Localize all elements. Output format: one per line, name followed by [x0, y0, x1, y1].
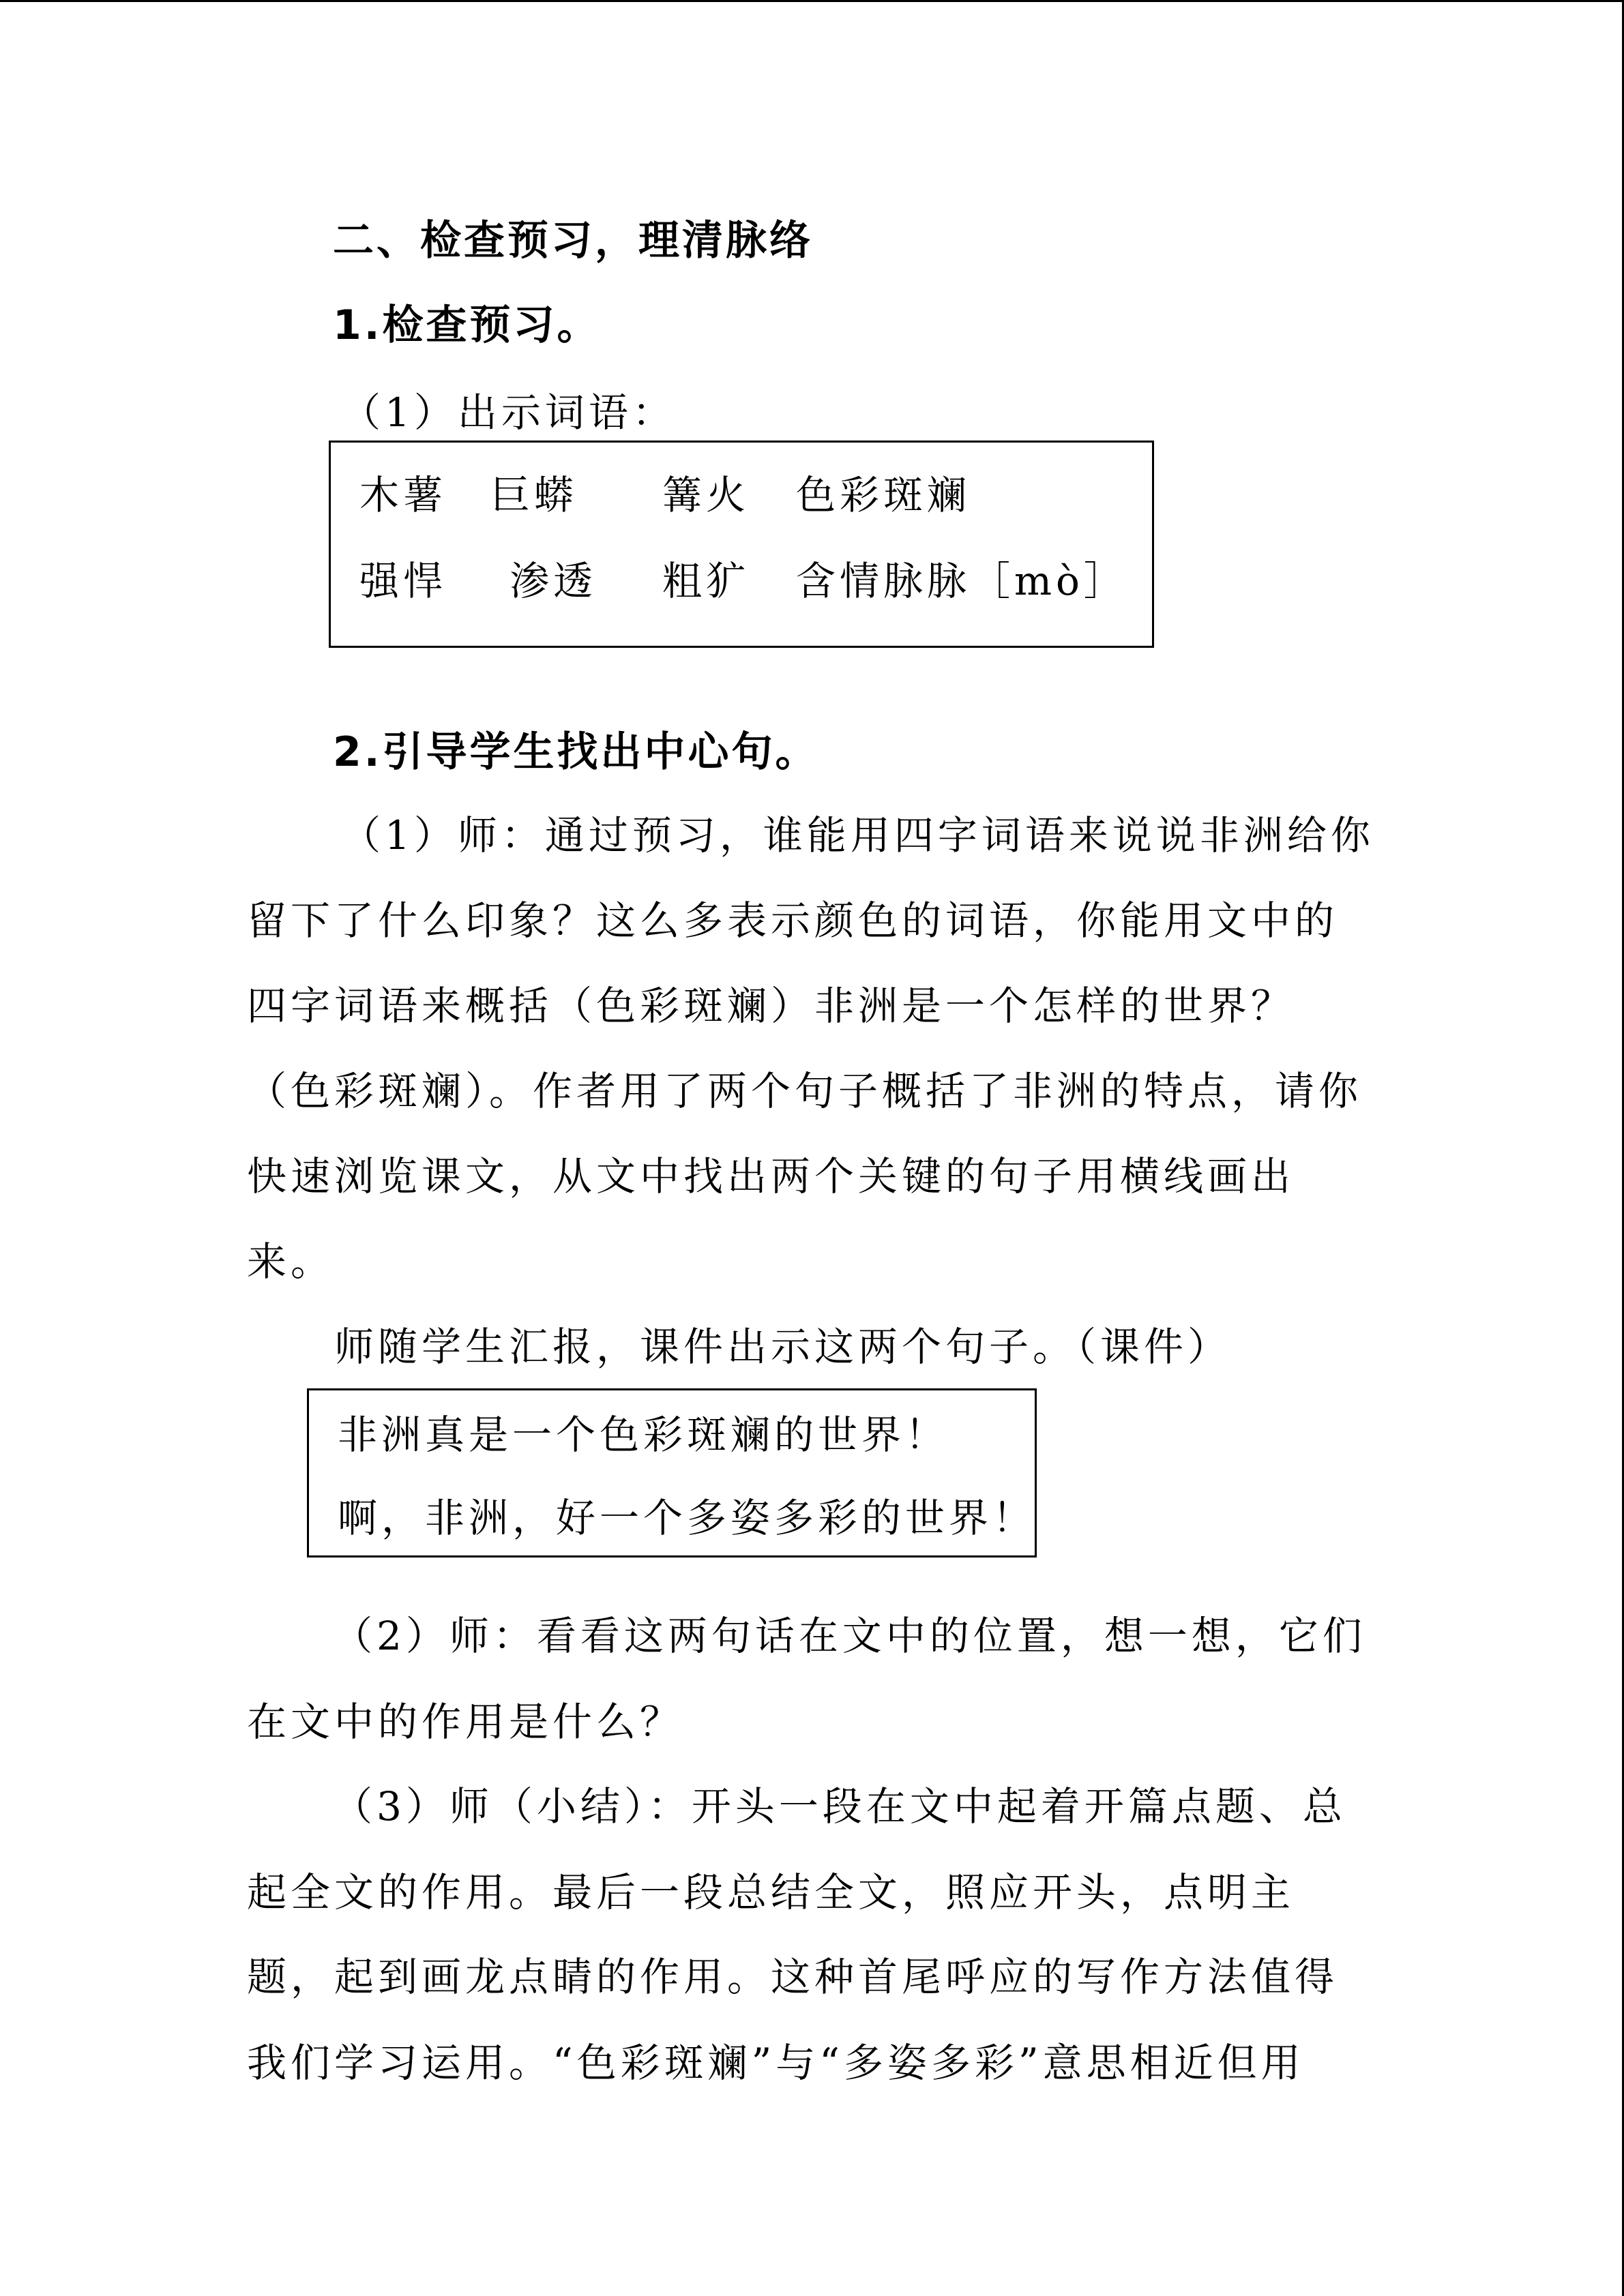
paragraph-line: 来。: [247, 1238, 335, 1285]
paragraph-line: 四字词语来概括（色彩斑斓）非洲是一个怎样的世界？: [247, 983, 1295, 1029]
paragraph-line: 题，起到画龙点睛的作用。这种首尾呼应的写作方法值得: [247, 1954, 1339, 2000]
paragraph-line: （色彩斑斓）。作者用了两个句子概括了非洲的特点，请你: [247, 1068, 1363, 1114]
paragraph-line: 快速浏览课文，从文中找出两个关键的句子用横线画出: [247, 1153, 1295, 1199]
paragraph-line: 我们学习运用。“色彩斑斓”与“多姿多彩”意思相近但用: [247, 2040, 1305, 2086]
vocab-word: 巨蟒: [490, 472, 578, 518]
key-sentence: 啊，非洲，好一个多姿多彩的世界！: [338, 1495, 1037, 1541]
paragraph-line: （3）师（小结）：开头一段在文中起着开篇点题、总: [333, 1783, 1346, 1830]
paragraph-line: 师随学生汇报，课件出示这两个句子。（课件）: [334, 1324, 1232, 1370]
vocab-word: 篝火: [662, 472, 750, 518]
vocabulary-box: [329, 441, 1154, 648]
vocab-word: 渗透: [510, 558, 597, 604]
step-1-title: 1.检查预习。: [333, 301, 601, 349]
step-1-subtitle: （1）出示词语：: [341, 389, 676, 436]
paragraph-line: 起全文的作用。最后一段总结全文，照应开头，点明主: [247, 1869, 1295, 1915]
paragraph-line: 留下了什么印象？这么多表示颜色的词语，你能用文中的: [247, 897, 1339, 944]
paragraph-line: （2）师：看看这两句话在文中的位置，想一想，它们: [333, 1613, 1366, 1659]
paragraph-line: （1）师：通过预习，谁能用四字词语来说说非洲给你: [341, 812, 1374, 859]
key-sentence: 非洲真是一个色彩斑斓的世界！: [338, 1412, 949, 1458]
paragraph-line: 在文中的作用是什么？: [247, 1699, 684, 1745]
vocab-word: 含情脉脉［mò］: [796, 558, 1127, 604]
key-sentences-box: [307, 1388, 1037, 1557]
vocab-word: 粗犷: [662, 558, 750, 604]
step-2-title: 2.引导学生找出中心句。: [333, 728, 819, 776]
vocab-word: 木薯: [359, 472, 447, 518]
section-heading: 二、检查预习，理清脉络: [333, 217, 813, 265]
vocab-word: 色彩斑斓: [796, 472, 971, 518]
vocab-word: 强悍: [359, 558, 447, 604]
